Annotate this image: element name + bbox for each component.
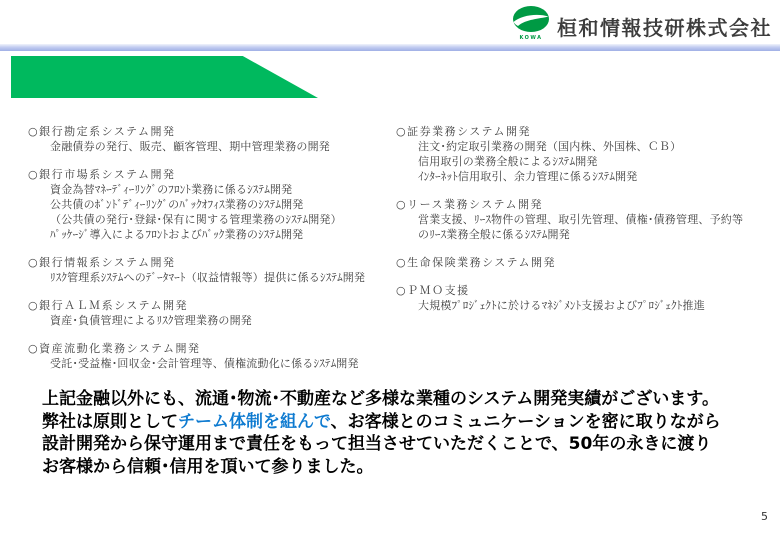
closing-line-2-before: 弊社は原則として [42,411,178,432]
category-bank-market [28,167,390,242]
page-number: 5 [761,510,768,523]
closing-line-4: お客様から信頼･信用を頂いて参りました。 [42,456,374,477]
logo-ellipse-icon [512,5,550,35]
category-detail-line: ﾊﾟｯｹｰｼﾞ導入によるﾌﾛﾝﾄおよびﾊﾞｯｸ業務のｼｽﾃﾑ開発 [50,228,304,241]
company-logo [512,5,772,41]
category-detail-line: 公共債のﾎﾞﾝﾄﾞﾃﾞｨｰﾘﾝｸﾞのﾊﾞｯｸｵﾌｨｽ業務のｼｽﾃﾑ開発 [50,198,304,211]
closing-line-2 [42,411,770,434]
category-bank-accounting [28,124,390,154]
category-asset-securitization [28,341,390,371]
category-life-insurance [396,255,776,270]
category-heading: ○銀行勘定系システム開発 [28,125,176,138]
logo-caption: KOWA [519,35,543,41]
category-detail-line: 金融債券の発行、販売、顧客管理、期中管理業務の開発 [50,140,330,153]
closing-paragraph [42,388,770,478]
category-heading: ○リース業務システム開発 [396,198,543,211]
closing-line-1: 上記金融以外にも、流通･物流･不動産など多様な業種のシステム開発実績がございます。 [42,389,719,409]
category-heading: ○ＰＭＯ支援 [396,284,470,297]
page-title: 業務実績（開発実績） [44,9,264,33]
category-detail-line: ﾘｽｸ管理系ｼｽﾃﾑへのﾃﾞｰﾀﾏｰﾄ（収益情報等）提供に係るｼｽﾃﾑ開発 [50,271,366,284]
category-securities [396,124,776,184]
category-detail-line: ｲﾝﾀｰﾈｯﾄ信用取引、余力管理に係るｼｽﾃﾑ開発 [418,170,638,183]
section-title-banner [11,56,318,98]
company-name: 桓和情報技研株式会社 [557,16,772,40]
header-divider [0,44,780,51]
category-heading: ○生命保険業務システム開発 [396,256,556,269]
category-heading: ○資産流動化業務システム開発 [28,342,201,355]
category-bank-alm [28,298,390,328]
category-lease [396,197,776,242]
category-detail-line: 信用取引の業務全般によるｼｽﾃﾑ開発 [418,155,598,168]
category-detail-line: 営業支援、ﾘｰｽ物件の管理、取引先管理、債権･債務管理、予約等 [418,213,744,226]
category-detail-line: （公共債の発行･登録･保有に関する管理業務のｼｽﾃﾑ開発） [50,213,342,226]
achievements-column-right [396,124,776,326]
closing-line-2-highlight: チーム体制を組んで [178,411,331,432]
category-pmo-support [396,283,776,313]
category-heading: ○銀行市場系システム開発 [28,168,176,181]
category-detail-line: 大規模ﾌﾟﾛｼﾞｪｸﾄに於けるﾏﾈｼﾞﾒﾝﾄ支援およびﾌﾟﾛｼﾞｪｸﾄ推進 [418,299,705,312]
category-detail-line: 受託･受益権･回収金･会計管理等、債権流動化に係るｼｽﾃﾑ開発 [50,357,359,370]
category-bank-information [28,255,390,285]
category-heading: ○銀行ＡＬＭ系システム開発 [28,299,188,312]
category-detail-line: 資産･負債管理によるﾘｽｸ管理業務の開発 [50,314,252,327]
category-heading: ○証券業務システム開発 [396,125,531,138]
logo-mark [512,5,550,41]
category-detail-line: 注文･約定取引業務の開発（国内株、外国株、ＣＢ） [418,140,682,153]
category-detail-line: のﾘｰｽ業務全般に係るｼｽﾃﾑ開発 [418,228,570,241]
achievements-column-left [28,124,390,384]
closing-line-3: 設計開発から保守運用まで責任をもって担当させていただくことで、50年の永きに渡り [42,434,712,454]
category-detail-line: 資金為替ﾏﾈｰﾃﾞｨｰﾘﾝｸﾞのﾌﾛﾝﾄ業務に係るｼｽﾃﾑ開発 [50,183,293,196]
closing-line-2-after: 、お客様とのコミュニケーションを密に取りながら [330,411,721,432]
category-heading: ○銀行情報系システム開発 [28,256,176,269]
